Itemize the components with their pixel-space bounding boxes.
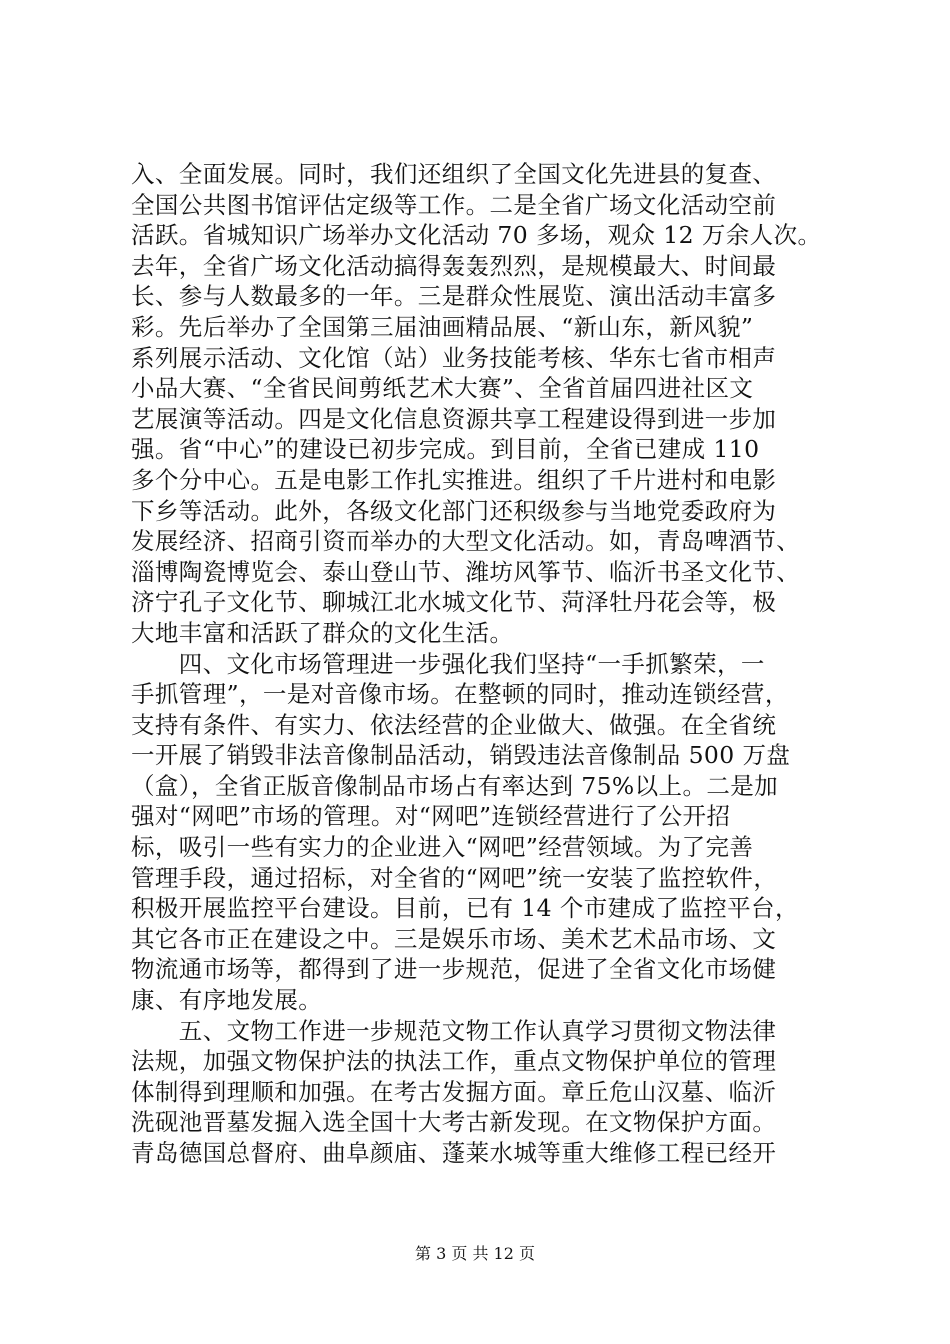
text-line: 手抓管理”，一是对音像市场。在整顿的同时，推动连锁经营， [131,680,789,709]
text-line: 管理手段，通过招标，对全省的“网吧”统一安装了监控软件， [131,863,778,892]
text-line: 支持有条件、有实力、依法经营的企业做大、做强。在全省统 [131,710,777,739]
text-line: 济宁孔子文化节、聊城江北水城文化节、菏泽牡丹花会等，极 [131,588,777,617]
text-line: 强。省“中心”的建设已初步完成。到目前，全省已建成 110 [131,435,760,464]
text-line: 标，吸引一些有实力的企业进入“网吧”经营领域。为了完善 [131,833,754,862]
text-line: 小品大赛、“全省民间剪纸艺术大赛”、全省首届四进社区文 [131,374,754,403]
text-line: 彩。先后举办了全国第三届油画精品展、“新山东，新风貌” [131,312,754,341]
text-line: 物流通市场等，都得到了进一步规范，促进了全省文化市场健 [131,955,777,984]
text-line: 法规，加强文物保护法的执法工作，重点文物保护单位的管理 [131,1047,777,1076]
text-line: 四、文化市场管理进一步强化我们坚持“一手抓繁荣，一 [131,649,765,678]
text-line: 活跃。省城知识广场举办文化活动 70 多场，观众 12 万余人次。 [131,221,822,250]
text-line: 淄博陶瓷博览会、泰山登山节、潍坊风筝节、临沂书圣文化节、 [131,557,801,586]
text-line: 大地丰富和活跃了群众的文化生活。 [131,618,514,647]
text-line: 强对“网吧”市场的管理。对“网吧”连锁经营进行了公开招 [131,802,731,831]
body-text [131,159,831,1169]
text-line: 康、有序地发展。 [131,986,323,1015]
text-line: 长、参与人数最多的一年。三是群众性展览、演出活动丰富多 [131,282,777,311]
page-number-footer: 第 3 页 共 12 页 [415,1244,535,1263]
text-line: 多个分中心。五是电影工作扎实推进。组织了千片进村和电影 [131,465,777,494]
text-line: 下乡等活动。此外，各级文化部门还积级参与当地党委政府为 [131,496,777,525]
text-line: 入、全面发展。同时，我们还组织了全国文化先进县的复查、 [131,160,777,188]
text-line: 积极开展监控平台建设。目前，已有 14 个市建成了监控平台， [131,894,799,923]
text-line: 艺展演等活动。四是文化信息资源共享工程建设得到进一步加 [131,404,777,433]
text-line: 青岛德国总督府、曲阜颜庙、蓬莱水城等重大维修工程已经开 [131,1139,777,1167]
text-line: 发展经济、招商引资而举办的大型文化活动。如，青岛啤酒节、 [131,527,801,556]
text-line: 其它各市正在建设之中。三是娱乐市场、美术艺术品市场、文 [131,924,777,953]
text-line: 体制得到理顺和加强。在考古发掘方面。章丘危山汉墓、临沂 [131,1077,777,1106]
text-line: 一开展了销毁非法音像制品活动，销毁违法音像制品 500 万盘 [131,741,791,770]
text-line: （盒），全省正版音像制品市场占有率达到 75%以上。二是加 [131,771,779,800]
text-line: 洗砚池晋墓发掘入选全国十大考古新发现。在文物保护方面。 [131,1108,777,1137]
text-line: 五、文物工作进一步规范文物工作认真学习贯彻文物法律 [131,1016,777,1045]
text-line: 系列展示活动、文化馆（站）业务技能考核、华东七省市相声 [131,343,777,372]
text-line: 去年，全省广场文化活动搞得轰轰烈烈，是规模最大、时间最 [131,251,777,280]
text-line: 全国公共图书馆评估定级等工作。二是全省广场文化活动空前 [131,190,777,219]
